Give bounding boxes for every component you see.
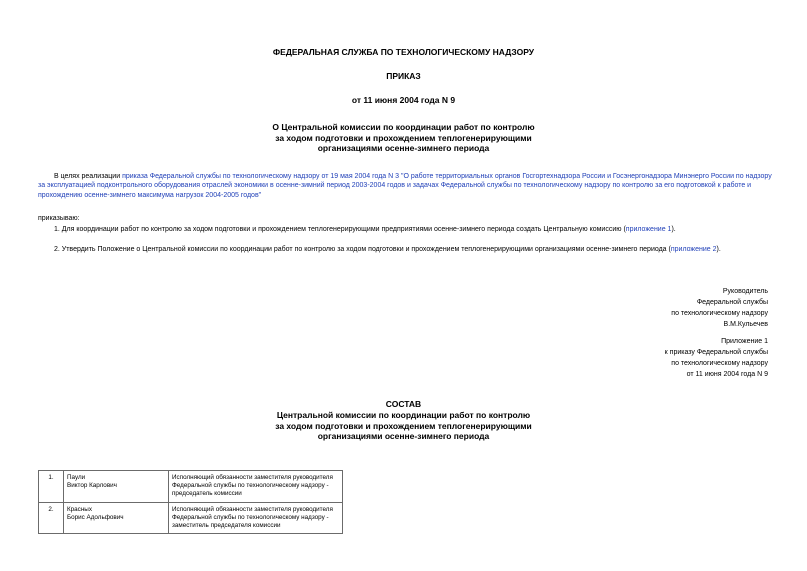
- order-item-text: 1. Для координации работ по контролю за ходом подготовки и прохождением теплогенерирующими предприятиями осенне-зимнего периода создать Центральную комиссию (: [54, 226, 626, 233]
- order-item-1: [54, 225, 774, 234]
- appendix-line: по технологическому надзору: [671, 359, 768, 367]
- member-role: [169, 471, 343, 503]
- document-title: [0, 122, 807, 154]
- order-item-suffix: ).: [671, 226, 676, 233]
- member-name: [64, 471, 169, 503]
- order-item-text: 2. Утвердить Положение о Центральной комиссии по координации работ по контролю за ходом подготовки и прохождением теплогенерирующими организациями осенне-зимнего периода (: [54, 246, 671, 253]
- subtitle-line: Центральной комиссии по координации работ по контролю: [276, 410, 531, 420]
- document-type: ПРИКАЗ: [386, 71, 421, 81]
- appendix-2-link[interactable]: приложение 2: [670, 246, 717, 253]
- signature-line: Федеральной службы: [696, 298, 768, 306]
- members-table: [38, 470, 343, 534]
- signature-block: [560, 287, 768, 330]
- signature-line: В.М.Кульечев: [723, 320, 768, 328]
- role-line: председатель комиссии: [172, 490, 242, 498]
- member-role: [169, 502, 343, 534]
- member-given-name: Виктор Карлович: [67, 482, 117, 490]
- table-row: [39, 471, 343, 503]
- subtitle-line: за ходом подготовки и прохождением теплогенерирующими: [275, 420, 532, 431]
- role-line: Исполняющий обязанности заместителя руководителя: [172, 474, 333, 481]
- preamble-paragraph: [38, 172, 773, 200]
- title-line: организациями осенне-зимнего периода: [317, 143, 490, 154]
- role-line: Федеральной службы по технологическому надзору -: [172, 513, 329, 521]
- member-name: [64, 502, 169, 534]
- title-line: за ходом подготовки и прохождением теплогенерирующими: [275, 132, 532, 143]
- composition-subtitle: [0, 410, 807, 442]
- signature-line: Руководитель: [722, 288, 768, 295]
- document-date: от 11 июня 2004 года N 9: [351, 95, 456, 105]
- appendix-reference: [560, 337, 768, 380]
- agency-name: ФЕДЕРАЛЬНАЯ СЛУЖБА ПО ТЕХНОЛОГИЧЕСКОМУ НАДЗОРУ: [272, 47, 535, 57]
- member-number: 1.: [39, 471, 64, 503]
- reference-order-link[interactable]: приказа Федеральной службы по технологическому надзору от 19 мая 2004 года N 3 "О работе территориальных органов Госгортехнадзора России и Госэнергонадзора Минэнерго России по надзору за эксплуатацией подконтрольного оборудования отраслей экономики в осенне-зимний период 2003-2004 годов и задачах Федеральной службы по технологическому надзору по контролю за его подготовкой к работе и прохождению осенне-зимнего максимума нагрузок 2004-2005 годов": [38, 173, 772, 199]
- role-line: заместитель председателя комиссии: [172, 521, 281, 529]
- appendix-1-link[interactable]: приложение 1: [625, 226, 672, 233]
- member-given-name: Борис Адольфович: [67, 513, 124, 521]
- title-line: О Центральной комиссии по координации работ по контролю: [272, 122, 535, 132]
- appendix-line: от 11 июня 2004 года N 9: [686, 370, 768, 378]
- composition-heading: СОСТАВ: [385, 399, 422, 409]
- member-surname: Красных: [67, 505, 92, 513]
- appendix-line: к приказу Федеральной службы: [664, 348, 768, 356]
- member-number: 2.: [39, 502, 64, 534]
- signature-line: по технологическому надзору: [671, 309, 768, 317]
- preamble-prefix: В целях реализации: [54, 173, 123, 180]
- order-item-suffix: ).: [716, 246, 721, 253]
- role-line: Исполняющий обязанности заместителя руководителя: [172, 505, 333, 513]
- order-item-2: [54, 245, 774, 254]
- subtitle-line: организациями осенне-зимнего периода: [317, 431, 490, 442]
- role-line: Федеральной службы по технологическому надзору -: [172, 482, 329, 490]
- order-word: приказываю:: [38, 215, 80, 222]
- member-surname: Паули: [67, 474, 86, 481]
- table-row: [39, 502, 343, 534]
- appendix-line: Приложение 1: [721, 338, 768, 345]
